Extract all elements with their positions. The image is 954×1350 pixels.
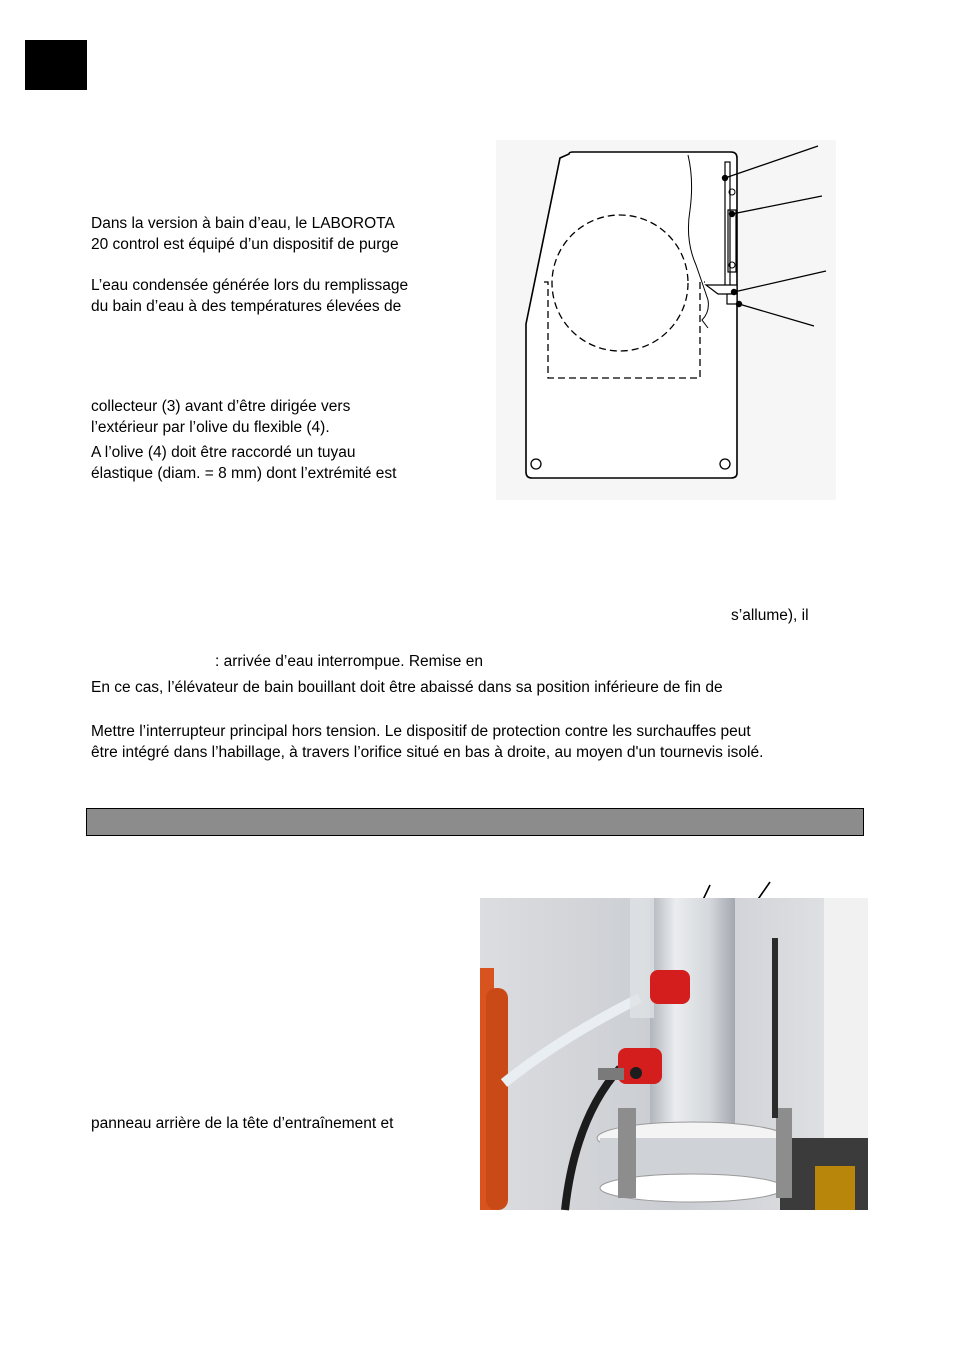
text-line: collecteur (3) avant d’être dirigée vers [91, 398, 351, 415]
section-header-bar [86, 808, 864, 836]
text-line: Dans la version à bain d’eau, le LABOROTA [91, 215, 395, 232]
paragraph-lift: En ce cas, l’élévateur de bain bouillant doit être abaissé dans sa position inférieure de fin de [91, 679, 723, 696]
paragraph-olive [91, 443, 396, 484]
text-line: L’eau condensée générée lors du remplissage [91, 277, 409, 294]
text-line: du bain d’eau à des températures élevées de [91, 297, 402, 315]
paragraph-collector [91, 397, 350, 438]
text-line: A l’olive (4) doit être raccordé un tuyau [91, 444, 356, 461]
text-fragment: : arrivée d’eau interrompue. Remise en [215, 653, 483, 670]
condenser-photo [480, 898, 868, 1210]
text-line: 20 control est équipé d’un dispositif de purge [91, 235, 399, 253]
text-line: être intégré dans l’habillage, à travers l’orifice situé en bas à droite, au moyen d'un tournevis isolé. [91, 743, 764, 761]
paragraph-rear-panel: panneau arrière de la tête d’entraînement et [91, 1115, 394, 1132]
paragraph-condensate [91, 276, 408, 317]
paragraph-main-switch [91, 722, 763, 763]
drain-device-diagram [496, 140, 836, 500]
text-fragment: s’allume), il [731, 607, 809, 624]
text-line: Mettre l’interrupteur principal hors tension. Le dispositif de protection contre les surchauffes peut [91, 723, 751, 740]
paragraph-intro [91, 214, 399, 255]
text-line: l’extérieur par l’olive du flexible (4). [91, 418, 330, 436]
text-line: élastique (diam. = 8 mm) dont l’extrémité est [91, 464, 397, 482]
page-corner-tab [25, 40, 87, 90]
